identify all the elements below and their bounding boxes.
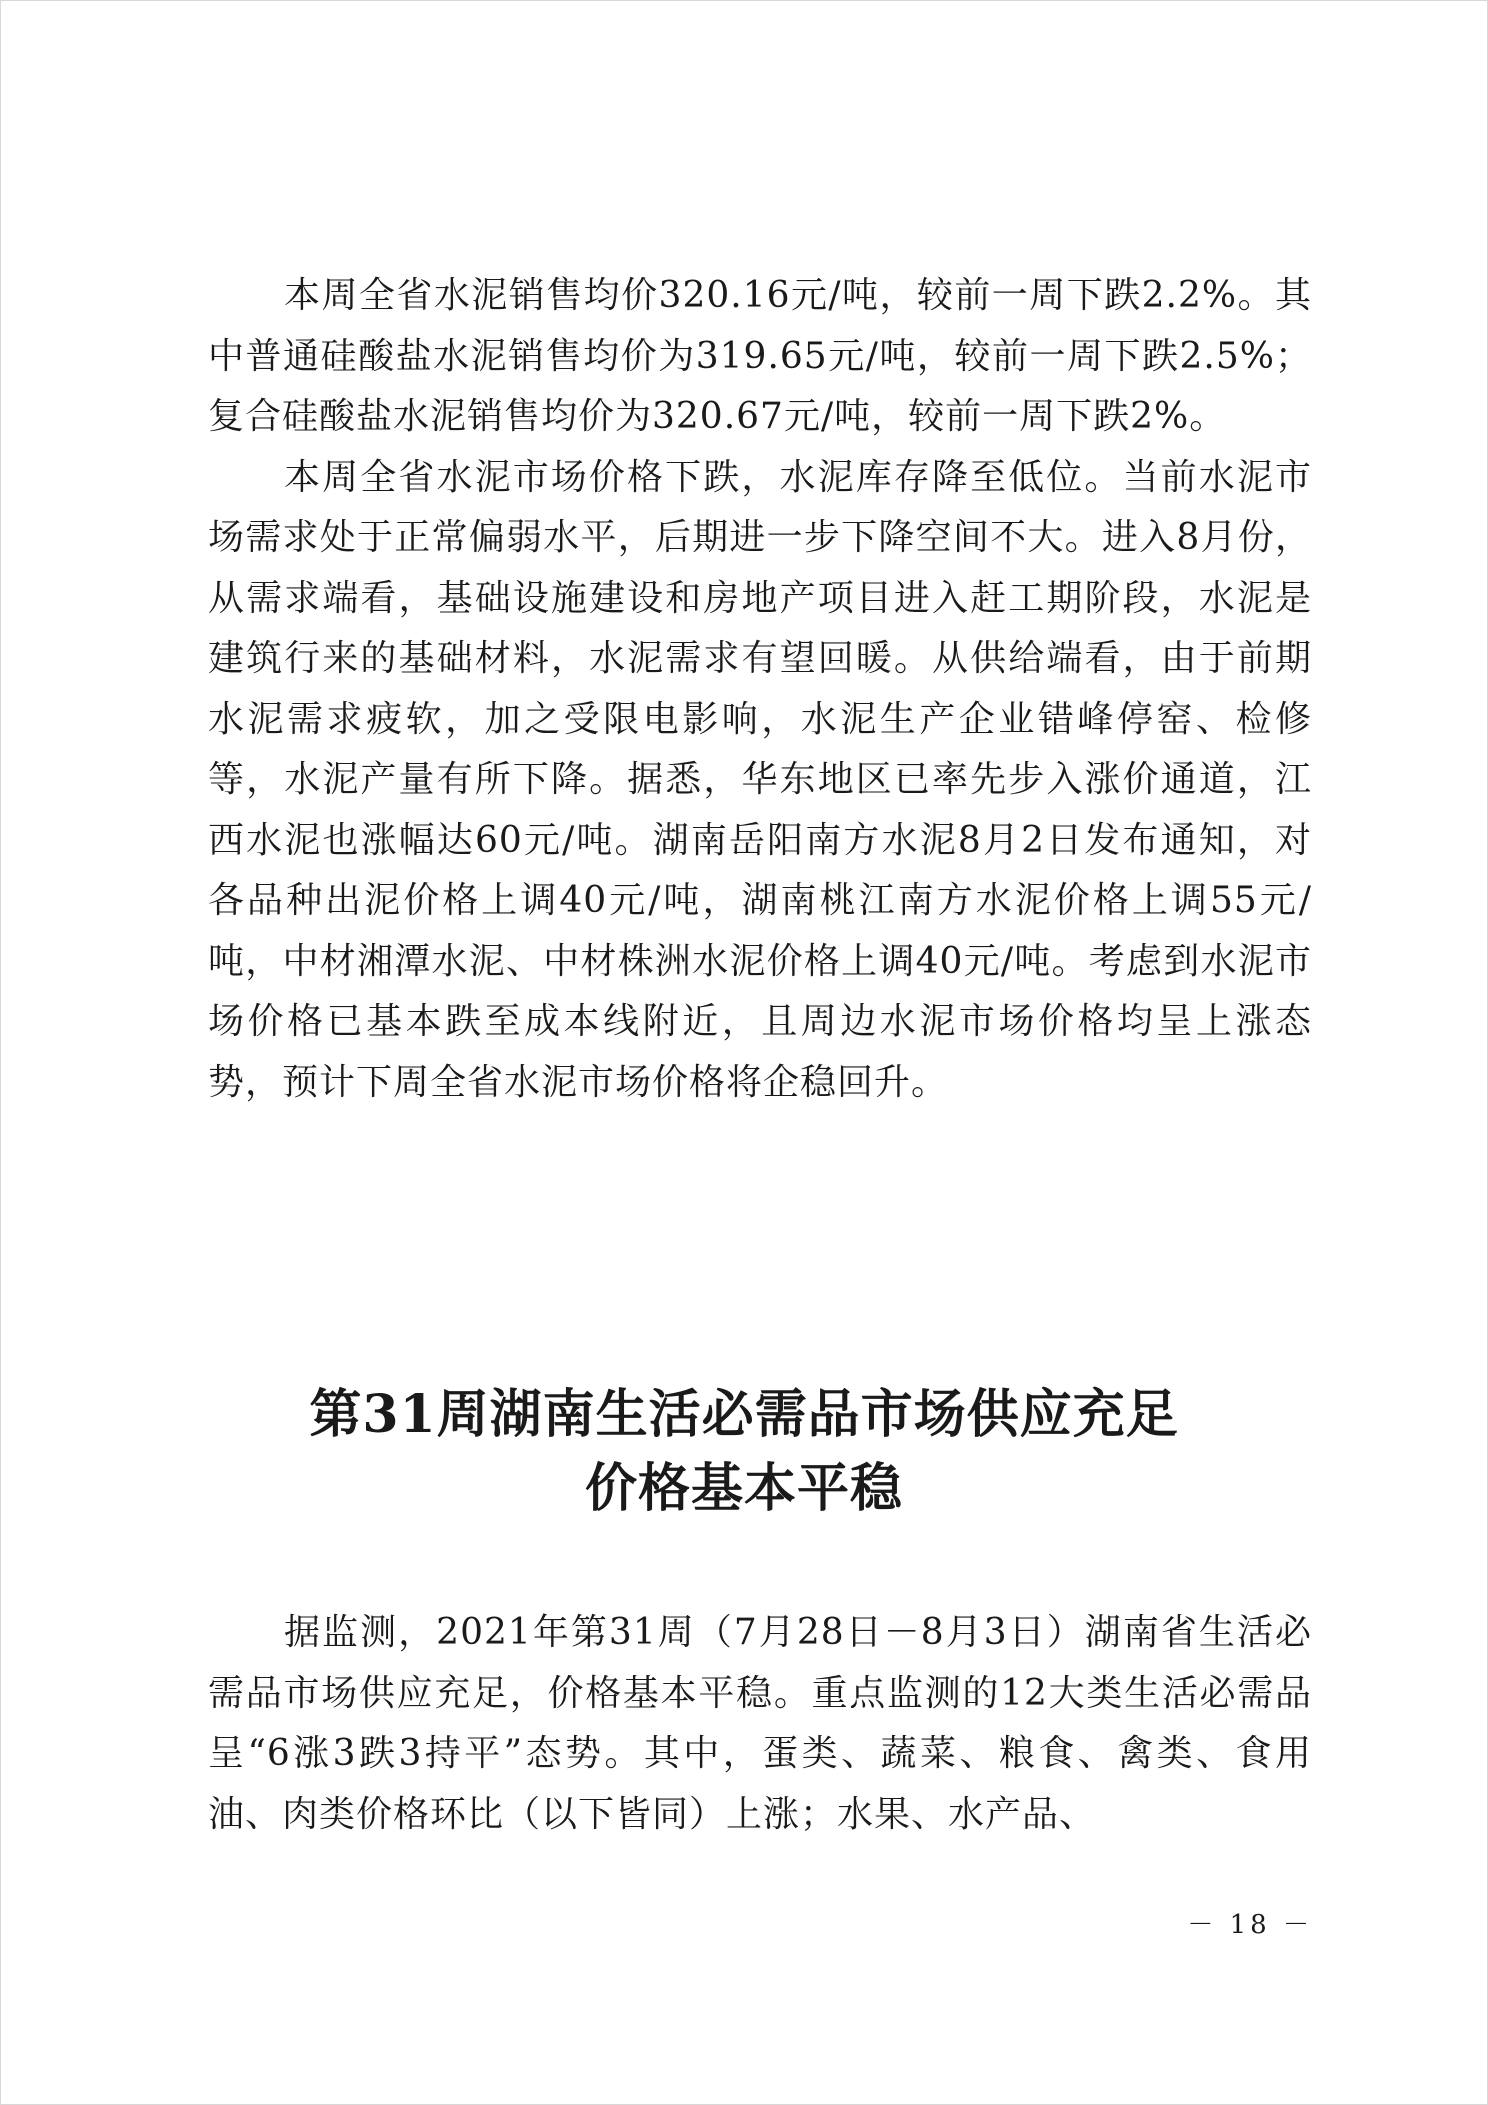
necessities-section bbox=[208, 1603, 1312, 1845]
cement-price-section bbox=[208, 266, 1312, 1113]
article-title bbox=[0, 1378, 1488, 1526]
cement-paragraph-2: 本周全省水泥市场价格下跌，水泥库存降至低位。当前水泥市场需求处于正常偏弱水平，后期进一步下降空间不大。进入8月份，从需求端看，基础设施建设和房地产项目进入赶工期阶段，水泥是建筑行来的基础材料，水泥需求有望回暖。从供给端看，由于前期水泥需求疲软，加之受限电影响，水泥生产企业错峰停窑、检修等，水泥产量有所下降。据悉，华东地区已率先步入涨价通道，江西水泥也涨幅达60元/吨。湖南岳阳南方水泥8月2日发布通知，对各品种出泥价格上调40元/吨，湖南桃江南方水泥价格上调55元/吨，中材湘潭水泥、中材株洲水泥价格上调40元/吨。考虑到水泥市场价格已基本跌至成本线附近，且周边水泥市场价格均呈上涨态势，预计下周全省水泥市场价格将企稳回升。 bbox=[208, 456, 1312, 1103]
page-number: － 18 － bbox=[1187, 1910, 1313, 1940]
article-paragraph-1: 据监测，2021年第31周（7月28日－8月3日）湖南省生活必需品市场供应充足，价格基本平稳。重点监测的12大类生活必需品呈“6涨3跌3持平”态势。其中，蛋类、蔬菜、粮食、禽类、食用油、肉类价格环比（以下皆同）上涨；水果、水产品、 bbox=[208, 1612, 1312, 1835]
article-title-line-1: 第31周湖南生活必需品市场供应充足 bbox=[309, 1384, 1179, 1445]
cement-paragraph-1: 本周全省水泥销售均价320.16元/吨，较前一周下跌2.2%。其中普通硅酸盐水泥销售均价为319.65元/吨，较前一周下跌2.5%；复合硅酸盐水泥销售均价为320.67元/吨，较前一周下跌2%。 bbox=[208, 275, 1312, 437]
article-title-line-2: 价格基本平稳 bbox=[584, 1458, 903, 1519]
